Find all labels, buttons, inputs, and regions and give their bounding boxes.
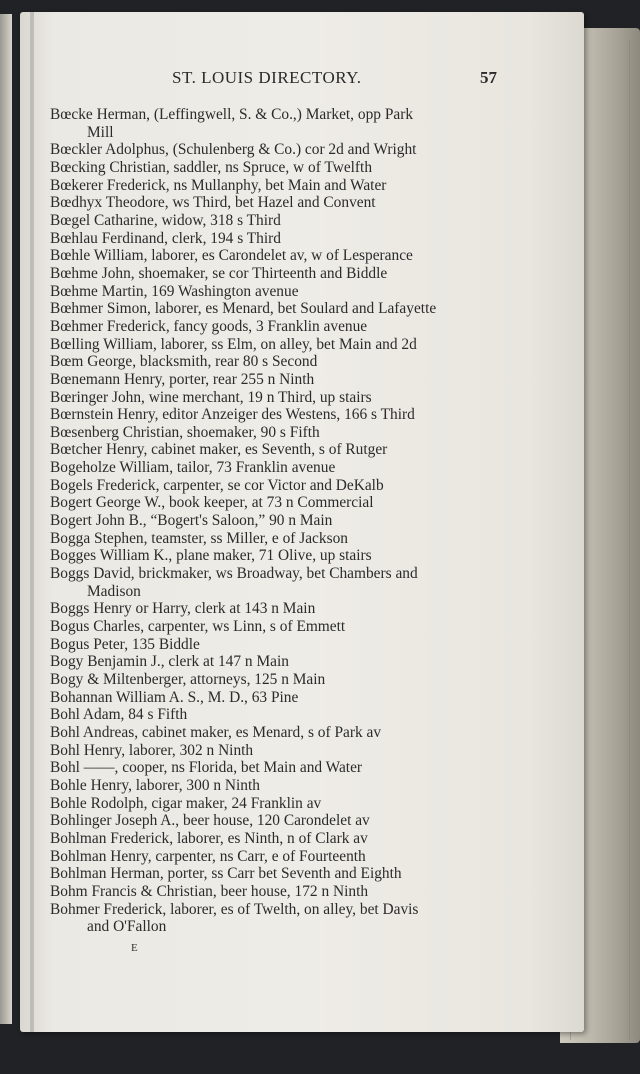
directory-entry: Bohlman Frederick, laborer, es Ninth, n of Clark av [50, 829, 368, 847]
directory-entry: Bohlman Herman, porter, ss Carr bet Seventh and Eighth [50, 865, 402, 883]
directory-entry: Boggs Henry or Harry, clerk at 143 n Main [50, 600, 316, 618]
directory-entry: Bœhme John, shoemaker, se cor Thirteenth and Biddle [50, 264, 388, 282]
directory-entry: Bœhmer Simon, laborer, es Menard, bet Soulard and Lafayette [50, 300, 437, 318]
directory-entry: Bœcke Herman, (Leffingwell, S. & Co.,) Market, opp Park [50, 106, 414, 123]
directory-entry: Bogels Frederick, carpenter, se cor Victor and DeKalb [50, 476, 384, 494]
directory-entry: Bœm George, blacksmith, rear 80 s Second [50, 353, 318, 371]
directory-entry: Bœhmer Frederick, fancy goods, 3 Franklin avenue [50, 317, 368, 335]
directory-entry: Bœhme Martin, 169 Washington avenue [50, 282, 299, 300]
directory-entry: Bœkerer Frederick, ns Mullanphy, bet Main and Water [50, 176, 387, 194]
directory-entry: Bœlling William, laborer, ss Elm, on alley, bet Main and 2d [50, 335, 417, 353]
directory-entry: Bogy Benjamin J., clerk at 147 n Main [50, 653, 289, 671]
directory-entry: Bohl Adam, 84 s Fifth [50, 706, 188, 724]
directory-entry: Bœckler Adolphus, (Schulenberg & Co.) cor 2d and Wright [50, 141, 417, 159]
directory-entry: Bohl ——, cooper, ns Florida, bet Main and Water [50, 759, 363, 777]
directory-entry: Bogges William K., plane maker, 71 Olive, up stairs [50, 547, 372, 565]
directory-entry: Bogeholze William, tailor, 73 Franklin avenue [50, 459, 336, 477]
directory-entry: Bohlinger Joseph A., beer house, 120 Carondelet av [50, 812, 370, 830]
directory-page [20, 12, 584, 1032]
directory-entry: Bœgel Catharine, widow, 318 s Third [50, 211, 281, 229]
directory-entry: Bœnemann Henry, porter, rear 255 n Ninth [50, 370, 315, 388]
directory-entry: Bohl Henry, laborer, 302 n Ninth [50, 741, 254, 759]
directory-entry: Bohm Francis & Christian, beer house, 172 n Ninth [50, 882, 369, 900]
directory-entry: Bœcking Christian, saddler, ns Spruce, w of Twelfth [50, 158, 373, 176]
directory-entry: Bogy & Miltenberger, attorneys, 125 n Main [50, 671, 326, 688]
directory-entry: Bogus Charles, carpenter, ws Linn, s of Emmett [50, 618, 346, 636]
directory-entry: Bogga Stephen, teamster, ss Miller, e of Jackson [50, 529, 348, 547]
directory-entry: Bohle Rodolph, cigar maker, 24 Franklin av [50, 794, 322, 812]
directory-entry-continuation: and O'Fallon [87, 918, 167, 936]
directory-entry: Bohle Henry, laborer, 300 n Ninth [50, 776, 260, 794]
directory-entry: Bohl Andreas, cabinet maker, es Menard, s of Park av [50, 723, 382, 741]
directory-entry: Bœdhyx Theodore, ws Third, bet Hazel and Convent [50, 194, 376, 212]
directory-entry: Bœhlau Ferdinand, clerk, 194 s Third [50, 229, 281, 247]
directory-entry: Bœsenberg Christian, shoemaker, 90 s Fifth [50, 423, 320, 441]
page-number: 57 [480, 68, 497, 87]
directory-entry: Bœtcher Henry, cabinet maker, es Seventh, s of Rutger [50, 441, 388, 459]
directory-entry: Boggs David, brickmaker, ws Broadway, bet Chambers and [50, 565, 418, 583]
signature-mark: E [131, 942, 138, 954]
directory-entry: Bohlman Henry, carpenter, ns Carr, e of Fourteenth [50, 847, 366, 865]
directory-entry: Bogert John B., “Bogert's Saloon,” 90 n Main [50, 512, 333, 530]
directory-entry: Bœrnstein Henry, editor Anzeiger des Westens, 166 s Third [50, 406, 415, 424]
binding-gutter [30, 12, 34, 1032]
directory-entry: Bœhle William, laborer, es Carondelet av, w of Lesperance [50, 247, 413, 265]
directory-entry-continuation: Madison [87, 582, 141, 600]
directory-entry: Bohannan William A. S., M. D., 63 Pine [50, 688, 299, 706]
adjacent-page-edge [0, 14, 12, 1024]
directory-entry: Bohmer Frederick, laborer, es of Twelth, on alley, bet Davis [50, 900, 419, 918]
page-title: ST. LOUIS DIRECTORY. [172, 68, 362, 87]
directory-entry-continuation: Mill [87, 123, 114, 141]
directory-entries [50, 106, 502, 936]
directory-entry: Bogus Peter, 135 Biddle [50, 635, 200, 653]
directory-entry: Bœringer John, wine merchant, 19 n Third, up stairs [50, 388, 372, 406]
directory-entry: Bogert George W., book keeper, at 73 n Commercial [50, 494, 374, 512]
